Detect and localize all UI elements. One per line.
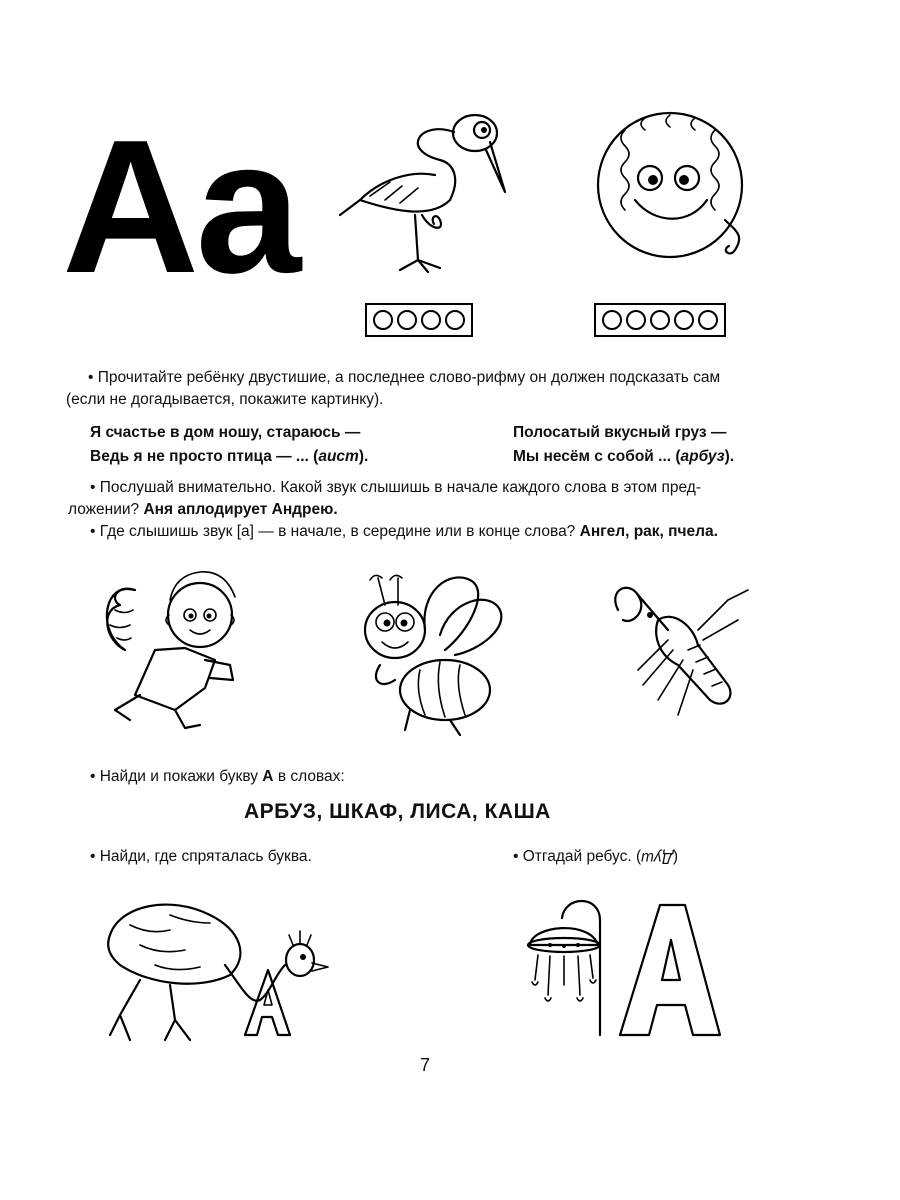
word-list: АРБУЗ, ШКАФ, ЛИСА, КАША xyxy=(244,800,551,823)
task-line: (если не догадывается, покажите картинку). xyxy=(66,391,384,408)
letter-upper: А xyxy=(62,101,196,313)
watermelon-letter-boxes xyxy=(594,303,726,337)
task-line: • Послушай внимательно. Какой звук слышишь в начале каждого слова в этом пред- xyxy=(90,479,702,496)
sound-circle xyxy=(373,310,393,330)
task-listen xyxy=(68,477,860,543)
sound-circle xyxy=(626,310,646,330)
sound-circle xyxy=(674,310,694,330)
poem-line: Мы несём с собой ... (арбуз). xyxy=(513,448,735,465)
sound-circle xyxy=(421,310,441,330)
stork-illustration xyxy=(330,100,510,280)
poem-left xyxy=(90,421,368,469)
poem-line: Ведь я не просто птица — ... (аист). xyxy=(90,448,369,465)
crayfish-illustration xyxy=(598,570,758,730)
letter-lower: а xyxy=(195,101,296,313)
poem-line: Полосатый вкусный груз — xyxy=(513,424,727,441)
angel-illustration xyxy=(95,570,255,735)
sound-circle xyxy=(602,310,622,330)
task-line: • Где слышишь звук [а] — в начале, в середине или в конце слова? Ангел, рак, пчела. xyxy=(90,523,718,540)
task-hidden-letter: • Найди, где спряталась буква. xyxy=(90,848,312,865)
task-read-poem xyxy=(66,367,848,411)
poem-line: Я счастье в дом ношу, стараюсь — xyxy=(90,424,361,441)
rebus-letter-a xyxy=(615,900,725,1040)
task-line: ложении? Аня аплодирует Андрею. xyxy=(68,501,338,518)
bee-illustration xyxy=(350,570,510,740)
title-letter xyxy=(62,101,296,313)
task-line: • Прочитайте ребёнку двустишие, а последнее слово-рифму он должен подсказать сам xyxy=(88,369,721,386)
stork-letter-boxes xyxy=(365,303,473,337)
sound-circle xyxy=(397,310,417,330)
rebus-answer-upside-down: Душ xyxy=(641,849,673,866)
sound-circle xyxy=(445,310,465,330)
ostrich-hidden-letter-illustration xyxy=(100,895,340,1045)
sound-circle xyxy=(698,310,718,330)
shower-rebus-illustration xyxy=(520,890,630,1040)
page-number: 7 xyxy=(420,1055,431,1075)
sound-circle xyxy=(650,310,670,330)
poem-right xyxy=(513,421,734,469)
task-rebus: • Отгадай ребус. (Душ) xyxy=(513,848,679,866)
watermelon-illustration xyxy=(585,100,765,280)
task-find-letter: • Найди и покажи букву А в словах: xyxy=(90,768,345,785)
